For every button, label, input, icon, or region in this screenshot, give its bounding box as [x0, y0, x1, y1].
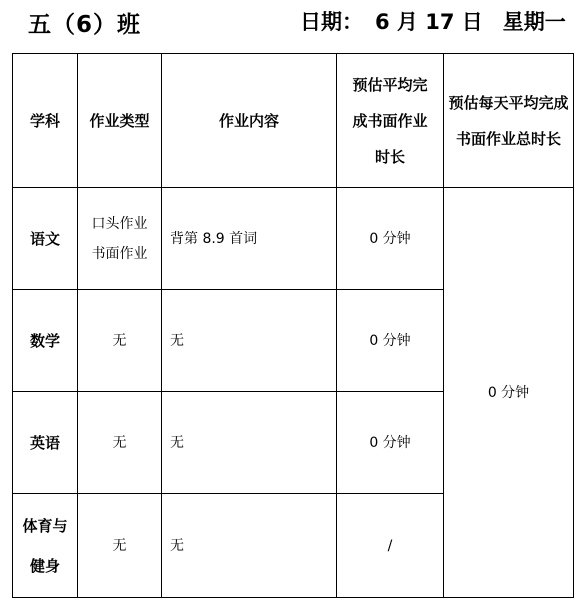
homework-type-cell: 无 — [78, 494, 162, 598]
col-estimate-header — [337, 54, 444, 188]
duration-cell: 0 分钟 — [337, 290, 444, 392]
duration-cell: 0 分钟 — [337, 392, 444, 494]
header-row — [13, 54, 574, 188]
duration-cell: / — [337, 494, 444, 598]
col-total-header — [444, 54, 574, 188]
weekday: 星期一 — [502, 10, 566, 34]
date-line — [300, 6, 566, 36]
homework-content-cell: 无 — [162, 392, 337, 494]
homework-type-line: 口头作业 — [91, 215, 148, 232]
col-content-header: 作业内容 — [162, 54, 337, 188]
col-total-header-line: 书面作业总时长 — [455, 129, 561, 148]
homework-content-cell: 无 — [162, 290, 337, 392]
col-estimate-header-line: 时长 — [374, 147, 405, 166]
subject-cell: 语文 — [13, 188, 78, 290]
page-header — [0, 0, 588, 50]
col-estimate-header-line: 成书面作业 — [352, 111, 428, 130]
subject-line: 健身 — [29, 556, 60, 575]
subject-cell: 数学 — [13, 290, 78, 392]
class-name: 五（6）班 — [28, 12, 142, 38]
homework-content-cell: 无 — [162, 494, 337, 598]
homework-content-cell: 背第 8.9 首词 — [162, 188, 337, 290]
total-duration-cell: 0 分钟 — [444, 188, 574, 598]
homework-type-cell: 无 — [78, 290, 162, 392]
col-type-header: 作业类型 — [78, 54, 162, 188]
homework-type-cell: 无 — [78, 392, 162, 494]
subject-line: 体育与 — [22, 516, 68, 535]
homework-type-line: 书面作业 — [91, 245, 148, 262]
col-total-header-line: 预估每天平均完成 — [448, 93, 569, 112]
subject-cell: 英语 — [13, 392, 78, 494]
col-subject-header: 学科 — [13, 54, 78, 188]
homework-table — [12, 53, 574, 598]
duration-cell: 0 分钟 — [337, 188, 444, 290]
date-value: 6 月 17 日 — [375, 10, 483, 34]
subject-cell — [13, 494, 78, 598]
table-row — [13, 188, 574, 290]
homework-type-cell — [78, 188, 162, 290]
date-label: 日期： — [300, 10, 363, 34]
col-estimate-header-line: 预估平均完 — [352, 75, 428, 94]
